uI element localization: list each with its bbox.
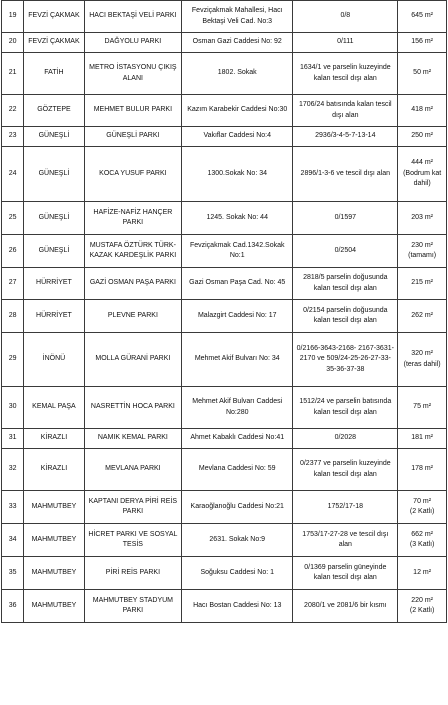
area-note: (2 Katlı): [409, 607, 435, 614]
area-value: 645 m²: [411, 12, 434, 20]
area-cell: [398, 387, 447, 429]
table-row: [2, 268, 447, 300]
mahalle-cell: FATİH: [24, 53, 84, 95]
park-name-cell: MEHMET BULUR PARKI: [84, 95, 181, 127]
address-cell: 1245. Sokak No: 44: [182, 202, 293, 235]
park-name-cell: GÜNEŞLİ PARKI: [84, 127, 181, 147]
mahalle-cell: KEMAL PAŞA: [24, 387, 84, 429]
area-value: 75 m²: [413, 403, 432, 411]
row-number-cell: 31: [2, 429, 24, 449]
park-name-cell: PLEVNE PARKI: [84, 300, 181, 333]
parcel-cell: 2818/5 parselin doğusunda kalan tescil dışı alan: [293, 268, 398, 300]
mahalle-cell: HÜRRİYET: [24, 300, 84, 333]
table-row: [2, 127, 447, 147]
area-value: 250 m²: [411, 132, 434, 140]
table-row: [2, 557, 447, 590]
row-number-cell: 28: [2, 300, 24, 333]
area-note: (2 Katlı): [409, 508, 435, 515]
mahalle-cell: GÜNEŞLİ: [24, 202, 84, 235]
area-cell: [398, 202, 447, 235]
area-cell: [398, 147, 447, 202]
row-number-cell: 24: [2, 147, 24, 202]
park-name-cell: KOCA YUSUF PARKI: [84, 147, 181, 202]
park-name-cell: MEVLANA PARKI: [84, 449, 181, 491]
parcel-cell: 1512/24 ve parselin batısında kalan tescil dışı alan: [293, 387, 398, 429]
park-name-cell: GAZİ OSMAN PAŞA PARKI: [84, 268, 181, 300]
row-number-cell: 30: [2, 387, 24, 429]
area-value: 181 m²: [411, 434, 434, 442]
area-cell: [398, 557, 447, 590]
mahalle-cell: GÖZTEPE: [24, 95, 84, 127]
row-number-cell: 29: [2, 333, 24, 387]
row-number-cell: 22: [2, 95, 24, 127]
area-value: 230 m²: [411, 241, 434, 249]
table-row: [2, 300, 447, 333]
address-cell: Fevziçakmak Mahallesi, Hacı Bektaşi Veli Cad. No:3: [182, 1, 293, 33]
area-value: 12 m²: [413, 568, 432, 576]
parcel-cell: 0/2377 ve parselin kuzeyinde kalan tescil dışı alan: [293, 449, 398, 491]
row-number-cell: 25: [2, 202, 24, 235]
table-row: [2, 449, 447, 491]
parcel-cell: 2936/3-4-5-7-13-14: [293, 127, 398, 147]
mahalle-cell: KİRAZLI: [24, 429, 84, 449]
park-name-cell: PİRİ REİS PARKI: [84, 557, 181, 590]
parcel-cell: 2896/1-3-6 ve tescil dışı alan: [293, 147, 398, 202]
mahalle-cell: FEVZİ ÇAKMAK: [24, 1, 84, 33]
row-number-cell: 26: [2, 235, 24, 268]
parcel-cell: 1634/1 ve parselin kuzeyinde kalan tescil dışı alan: [293, 53, 398, 95]
area-cell: [398, 449, 447, 491]
area-cell: [398, 524, 447, 557]
parcel-cell: 0/1597: [293, 202, 398, 235]
row-number-cell: 34: [2, 524, 24, 557]
row-number-cell: 33: [2, 491, 24, 524]
park-name-cell: HACI BEKTAŞİ VELİ PARKI: [84, 1, 181, 33]
mahalle-cell: MAHMUTBEY: [24, 491, 84, 524]
area-note: (tamamı): [408, 252, 437, 259]
parcel-cell: 1753/17-27-28 ve tescil dışı alan: [293, 524, 398, 557]
parcel-cell: 1706/24 batısında kalan tescil dışı alan: [293, 95, 398, 127]
area-cell: [398, 429, 447, 449]
address-cell: Mehmet Akif Bulvarı No: 34: [182, 333, 293, 387]
address-cell: 1300.Sokak No: 34: [182, 147, 293, 202]
area-cell: [398, 268, 447, 300]
table-row: [2, 491, 447, 524]
area-cell: [398, 491, 447, 524]
table-row: [2, 33, 447, 53]
park-name-cell: HAFİZE-NAFİZ HANÇER PARKI: [84, 202, 181, 235]
address-cell: Malazgirt Caddesi No: 17: [182, 300, 293, 333]
mahalle-cell: MAHMUTBEY: [24, 590, 84, 623]
table-row: [2, 524, 447, 557]
area-value: 203 m²: [411, 213, 434, 221]
address-cell: Ahmet Kabaklı Caddesi No:41: [182, 429, 293, 449]
parcel-cell: 1752/17-18: [293, 491, 398, 524]
park-name-cell: MOLLA GÜRANİ PARKI: [84, 333, 181, 387]
area-cell: [398, 95, 447, 127]
address-cell: Fevziçakmak Cad.1342.Sokak No:1: [182, 235, 293, 268]
mahalle-cell: GÜNEŞLİ: [24, 147, 84, 202]
address-cell: Soğuksu Caddesi No: 1: [182, 557, 293, 590]
area-value: 220 m²: [411, 596, 434, 604]
park-name-cell: KAPTANI DERYA PİRİ REİS PARKI: [84, 491, 181, 524]
table-row: [2, 590, 447, 623]
mahalle-cell: MAHMUTBEY: [24, 557, 84, 590]
parcel-cell: 0/2166-3643-2168- 2167-3631-2170 ve 509/24-25-26-27-33- 35-36-37-38: [293, 333, 398, 387]
parcel-cell: 2080/1 ve 2081/6 bir kısmı: [293, 590, 398, 623]
parcel-cell: 0/111: [293, 33, 398, 53]
area-cell: [398, 1, 447, 33]
mahalle-cell: HÜRRİYET: [24, 268, 84, 300]
area-cell: [398, 235, 447, 268]
mahalle-cell: KİRAZLI: [24, 449, 84, 491]
area-note: (3 Katlı): [409, 541, 435, 548]
park-name-cell: HİCRET PARKI VE SOSYAL TESİS: [84, 524, 181, 557]
area-value: 662 m²: [411, 530, 434, 538]
park-name-cell: DAĞYOLU PARKI: [84, 33, 181, 53]
address-cell: Gazi Osman Paşa Cad. No: 45: [182, 268, 293, 300]
park-name-cell: NASRETTİN HOCA PARKI: [84, 387, 181, 429]
area-cell: [398, 300, 447, 333]
address-cell: Mevlana Caddesi No: 59: [182, 449, 293, 491]
area-value: 215 m²: [411, 279, 434, 287]
row-number-cell: 20: [2, 33, 24, 53]
area-value: 156 m²: [411, 38, 434, 46]
park-name-cell: MAHMUTBEY STADYUM PARKI: [84, 590, 181, 623]
park-name-cell: METRO İSTASYONU ÇIKIŞ ALANI: [84, 53, 181, 95]
area-note: (Bodrum kat dahil): [403, 169, 442, 188]
row-number-cell: 23: [2, 127, 24, 147]
table-row: [2, 387, 447, 429]
mahalle-cell: MAHMUTBEY: [24, 524, 84, 557]
area-value: 262 m²: [411, 311, 434, 319]
area-cell: [398, 127, 447, 147]
table-row: [2, 147, 447, 202]
address-cell: Hacı Bostan Caddesi No: 13: [182, 590, 293, 623]
area-value: 70 m²: [413, 497, 432, 505]
area-cell: [398, 33, 447, 53]
area-note: (teras dahil): [403, 360, 441, 368]
table-row: [2, 1, 447, 33]
mahalle-cell: İNÖNÜ: [24, 333, 84, 387]
parcel-cell: 0/2504: [293, 235, 398, 268]
address-cell: Kazım Karabekir Caddesi No:30: [182, 95, 293, 127]
address-cell: Vakıflar Caddesi No:4: [182, 127, 293, 147]
parcel-cell: 0/2028: [293, 429, 398, 449]
row-number-cell: 19: [2, 1, 24, 33]
area-value: 178 m²: [411, 465, 434, 473]
area-cell: [398, 333, 447, 387]
parcel-cell: 0/2154 parselin doğusunda kalan tescil dışı alan: [293, 300, 398, 333]
row-number-cell: 27: [2, 268, 24, 300]
table-row: [2, 235, 447, 268]
table-row: [2, 333, 447, 387]
area-value: 444 m²: [411, 159, 434, 167]
parcel-cell: 0/1369 parselin güneyinde kalan tescil dışı alan: [293, 557, 398, 590]
mahalle-cell: FEVZİ ÇAKMAK: [24, 33, 84, 53]
parks-table: [1, 0, 447, 623]
address-cell: Mehmet Akif Bulvarı Caddesi No:280: [182, 387, 293, 429]
parks-table-body: [2, 1, 447, 623]
row-number-cell: 32: [2, 449, 24, 491]
mahalle-cell: GÜNEŞLİ: [24, 235, 84, 268]
area-cell: [398, 53, 447, 95]
park-name-cell: MUSTAFA ÖZTÜRK TÜRK-KAZAK KARDEŞLİK PARKI: [84, 235, 181, 268]
address-cell: 2631. Sokak No:9: [182, 524, 293, 557]
park-name-cell: NAMIK KEMAL PARKI: [84, 429, 181, 449]
area-cell: [398, 590, 447, 623]
address-cell: 1802. Sokak: [182, 53, 293, 95]
address-cell: Karaoğlanoğlu Caddesi No:21: [182, 491, 293, 524]
parcel-cell: 0/8: [293, 1, 398, 33]
row-number-cell: 21: [2, 53, 24, 95]
row-number-cell: 35: [2, 557, 24, 590]
area-value: 50 m²: [413, 69, 432, 77]
row-number-cell: 36: [2, 590, 24, 623]
area-value: 320 m²: [411, 350, 434, 357]
area-value: 418 m²: [411, 106, 434, 114]
mahalle-cell: GÜNEŞLİ: [24, 127, 84, 147]
table-row: [2, 95, 447, 127]
table-row: [2, 429, 447, 449]
table-row: [2, 202, 447, 235]
address-cell: Osman Gazi Caddesi No: 92: [182, 33, 293, 53]
table-row: [2, 53, 447, 95]
